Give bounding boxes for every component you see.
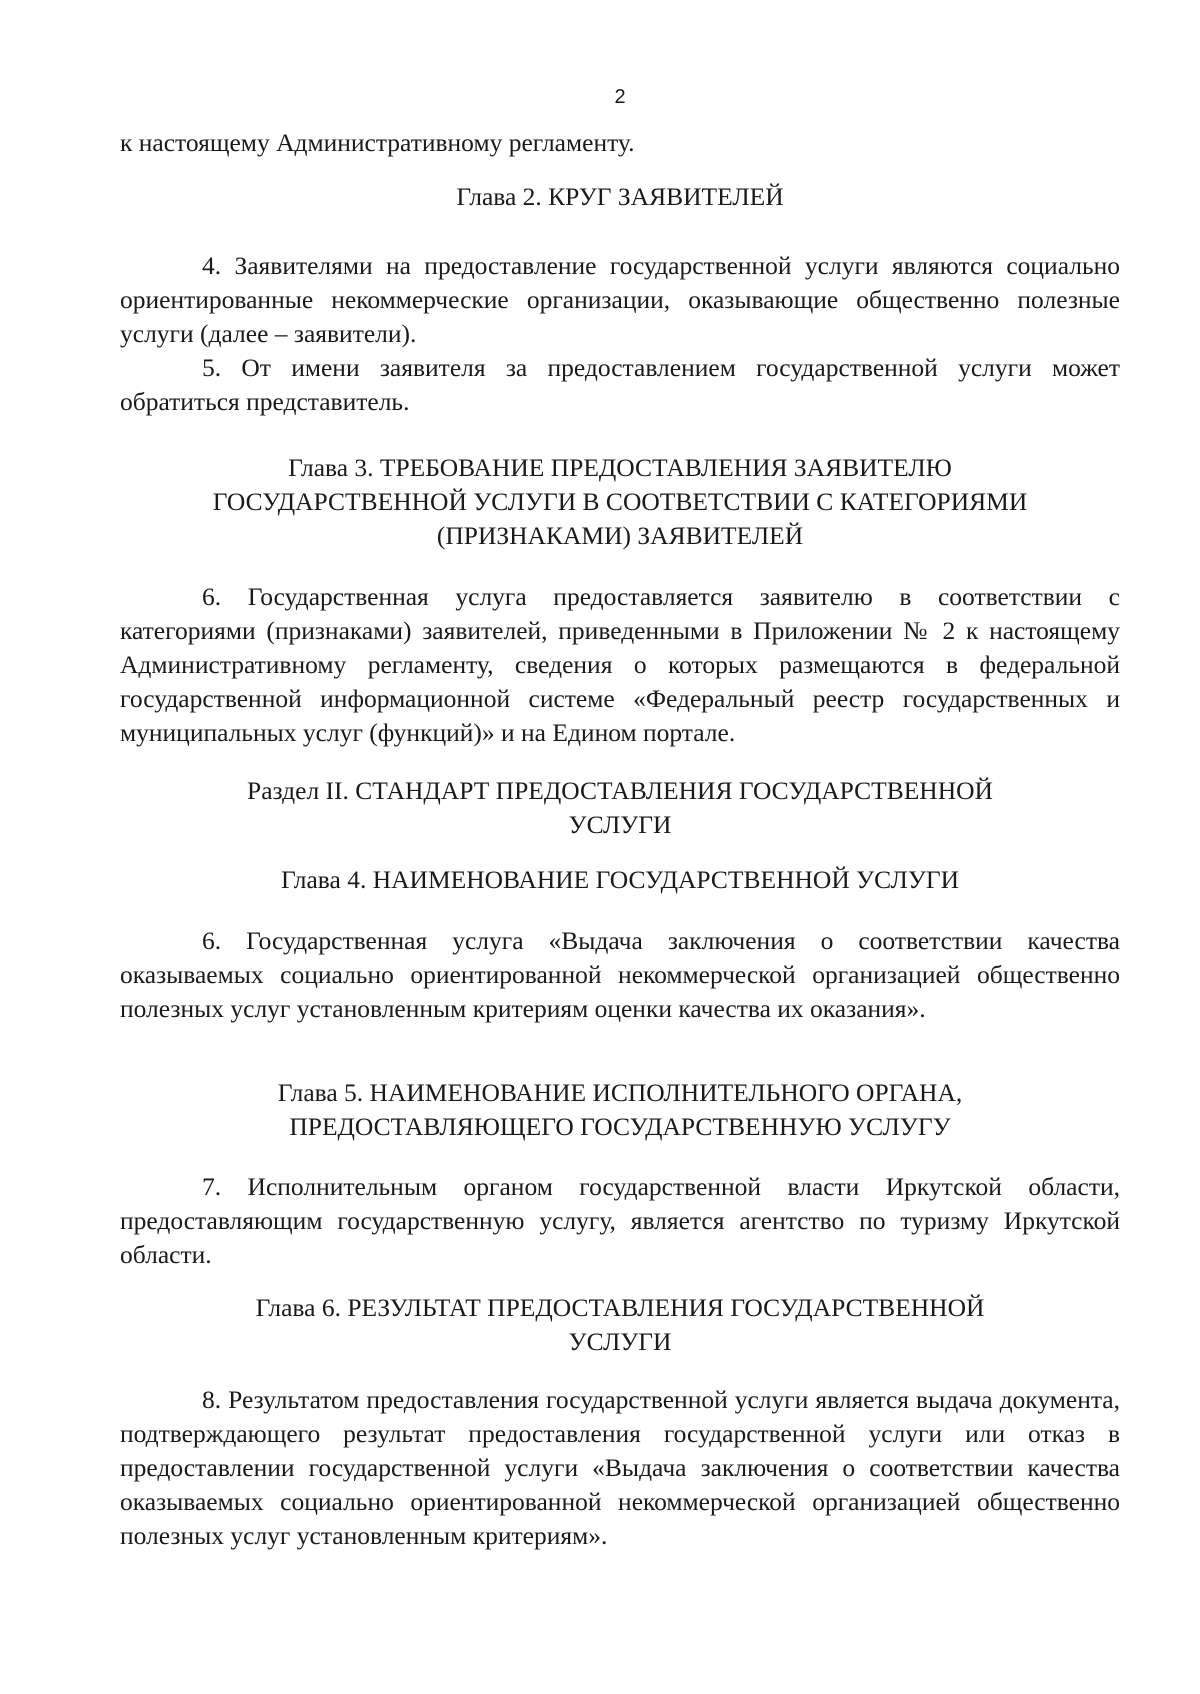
section-2-title-line-2: УСЛУГИ [568,810,672,839]
paragraph-8: 8. Результатом предоставления государственной услуги является выдача документа, подтверждающего результат предоставления государственной услуги или отказ в предоставлении государственной услуги «Выдача заключения о соответствии качества оказываемых социально ориентированной некоммерческой организацией общественно полезных услуг установленным критериям». [120,1385,1120,1550]
chapter-5-title-line-1: Глава 5. НАИМЕНОВАНИЕ ИСПОЛНИТЕЛЬНОГО ОРГАНА, [277,1078,963,1107]
chapter-5-title-line-2: ПРЕДОСТАВЛЯЮЩЕГО ГОСУДАРСТВЕННУЮ УСЛУГУ [289,1112,951,1141]
paragraph-6-categories: 6. Государственная услуга предоставляется заявителю в соответствии с категориями (признаками) заявителей, приведенными в Приложении № 2 к настоящему Административному регламенту, сведения о которых размещаются в федеральной государственной информационной системе «Федеральный реестр государственных и муниципальных услуг (функций)» и на Едином портале. [120,582,1120,747]
chapter-4-heading [120,863,1120,897]
chapter-3-title-line-2: ГОСУДАРСТВЕННОЙ УСЛУГИ В СООТВЕТСТВИИ С КАТЕГОРИЯМИ [212,487,1028,516]
page-number: 2 [614,86,626,108]
chapter-5-body [120,1170,1120,1272]
continuation-line [120,126,1120,160]
chapter-3-body [120,580,1120,750]
chapter-3-title-line-1: Глава 3. ТРЕБОВАНИЕ ПРЕДОСТАВЛЕНИЯ ЗАЯВИТЕЛЮ [288,453,952,482]
chapter-5-heading [120,1076,1120,1144]
chapter-3-heading [120,451,1120,553]
chapter-2-body [120,249,1120,419]
section-2-title-line-1: Раздел II. СТАНДАРТ ПРЕДОСТАВЛЕНИЯ ГОСУДАРСТВЕННОЙ [247,776,993,805]
chapter-4-title: Глава 4. НАИМЕНОВАНИЕ ГОСУДАРСТВЕННОЙ УСЛУГИ [280,865,960,894]
paragraph-6-service-name: 6. Государственная услуга «Выдача заключения о соответствии качества оказываемых социально ориентированной некоммерческой организацией общественно полезных услуг установленным критериям оценки качества их оказания». [120,926,1120,1023]
paragraph-4: 4. Заявителями на предоставление государственной услуги являются социально ориентированные некоммерческие организации, оказывающие общественно полезные услуги (далее – заявители). [120,251,1120,348]
section-2-heading [120,774,1120,842]
chapter-2-title: Глава 2. КРУГ ЗАЯВИТЕЛЕЙ [456,182,784,211]
chapter-4-body [120,924,1120,1026]
chapter-6-title-line-2: УСЛУГИ [568,1327,672,1356]
chapter-6-body [120,1383,1120,1553]
continuation-text: к настоящему Административному регламенту. [120,128,635,157]
chapter-6-title-line-1: Глава 6. РЕЗУЛЬТАТ ПРЕДОСТАВЛЕНИЯ ГОСУДАРСТВЕННОЙ [255,1293,985,1322]
paragraph-5: 5. От имени заявителя за предоставлением государственной услуги может обратиться представитель. [120,353,1120,416]
chapter-3-title-line-3: (ПРИЗНАКАМИ) ЗАЯВИТЕЛЕЙ [436,521,804,550]
paragraph-7: 7. Исполнительным органом государственной власти Иркутской области, предоставляющим государственную услугу, является агентство по туризму Иркутской области. [120,1172,1120,1269]
chapter-2-heading [120,180,1120,214]
chapter-6-heading [120,1291,1120,1359]
